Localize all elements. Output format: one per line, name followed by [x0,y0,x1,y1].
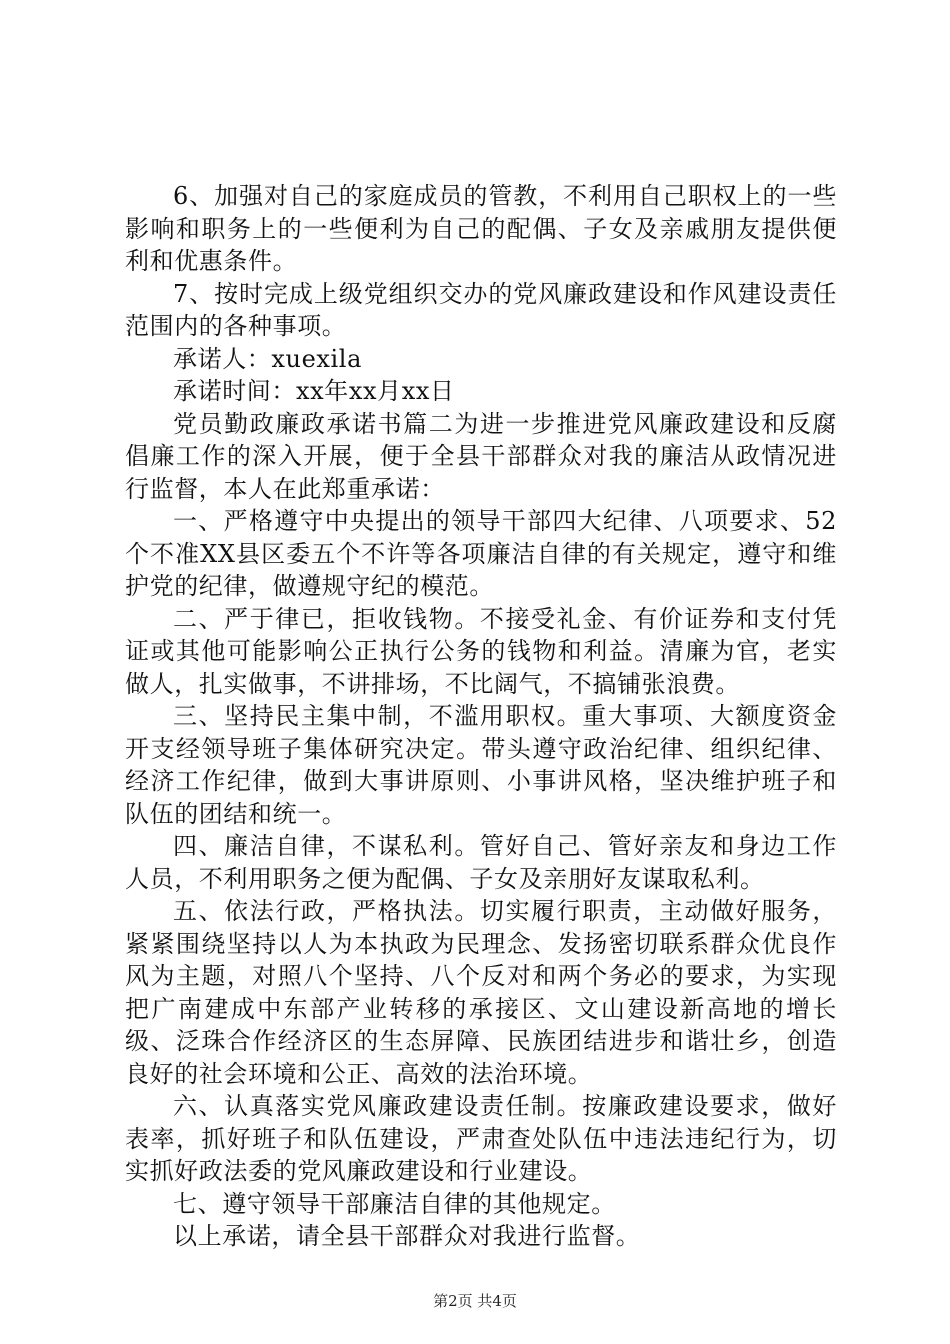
section-two-intro: 党员勤政廉政承诺书篇二为进一步推进党风廉政建设和反腐倡廉工作的深入开展，便于全县干部群众对我的廉洁从政情况进行监督，本人在此郑重承诺： [125,409,837,503]
promise-date-line: 承诺时间：xx年xx月xx日 [173,377,455,405]
commitment-four: 四、廉洁自律，不谋私利。管好自己、管好亲友和身边工作人员，不利用职务之便为配偶、子女及亲朋好友谋取私利。 [125,832,837,893]
commitment-six: 六、认真落实党风廉政建设责任制。按廉政建设要求，做好表率，抓好班子和队伍建设，严肃查处队伍中违法违纪行为，切实抓好政法委的党风廉政建设和行业建设。 [125,1092,837,1185]
document-body [125,180,837,1253]
commitment-seven: 七、遵守领导干部廉洁自律的其他规定。 [173,1189,616,1218]
paragraph-item-6: 6、加强对自己的家庭成员的管教，不利用自己职权上的一些影响和职务上的一些便利为自己的配偶、子女及亲戚朋友提供便利和优惠条件。 [125,182,837,275]
page-number-footer: 第2页 共4页 [433,1292,517,1310]
commitment-three: 三、坚持民主集中制，不滥用职权。重大事项、大额度资金开支经领导班子集体研究决定。带头遵守政治纪律、组织纪律、经济工作纪律，做到大事讲原则、小事讲风格，坚决维护班子和队伍的团结和统一。 [125,702,837,828]
commitment-one: 一、严格遵守中央提出的领导干部四大纪律、八项要求、52个不准XX县区委五个不许等各项廉洁自律的有关规定，遵守和维护党的纪律，做遵规守纪的模范。 [125,507,837,600]
commitment-two: 二、严于律已，拒收钱物。不接受礼金、有价证券和支付凭证或其他可能影响公正执行公务的钱物和利益。清廉为官，老实做人，扎实做事，不讲排场，不比阔气，不搞铺张浪费。 [125,604,837,698]
promisor-line: 承诺人：xuexila [173,344,362,373]
paragraph-item-7: 7、按时完成上级党组织交办的党风廉政建设和作风建设责任范围内的各种事项。 [125,279,837,340]
closing-line: 以上承诺，请全县干部群众对我进行监督。 [173,1222,641,1250]
commitment-five: 五、依法行政，严格执法。切实履行职责，主动做好服务，紧紧围绕坚持以人为本执政为民理念、发扬密切联系群众优良作风为主题，对照八个坚持、八个反对和两个务必的要求，为实现把广南建成中东部产业转移的承接区、文山建设新高地的增长级、泛珠合作经济区的生态屏障、民族团结进步和谐壮乡，创造良好的社会环境和公正、高效的法治环境。 [125,897,837,1088]
